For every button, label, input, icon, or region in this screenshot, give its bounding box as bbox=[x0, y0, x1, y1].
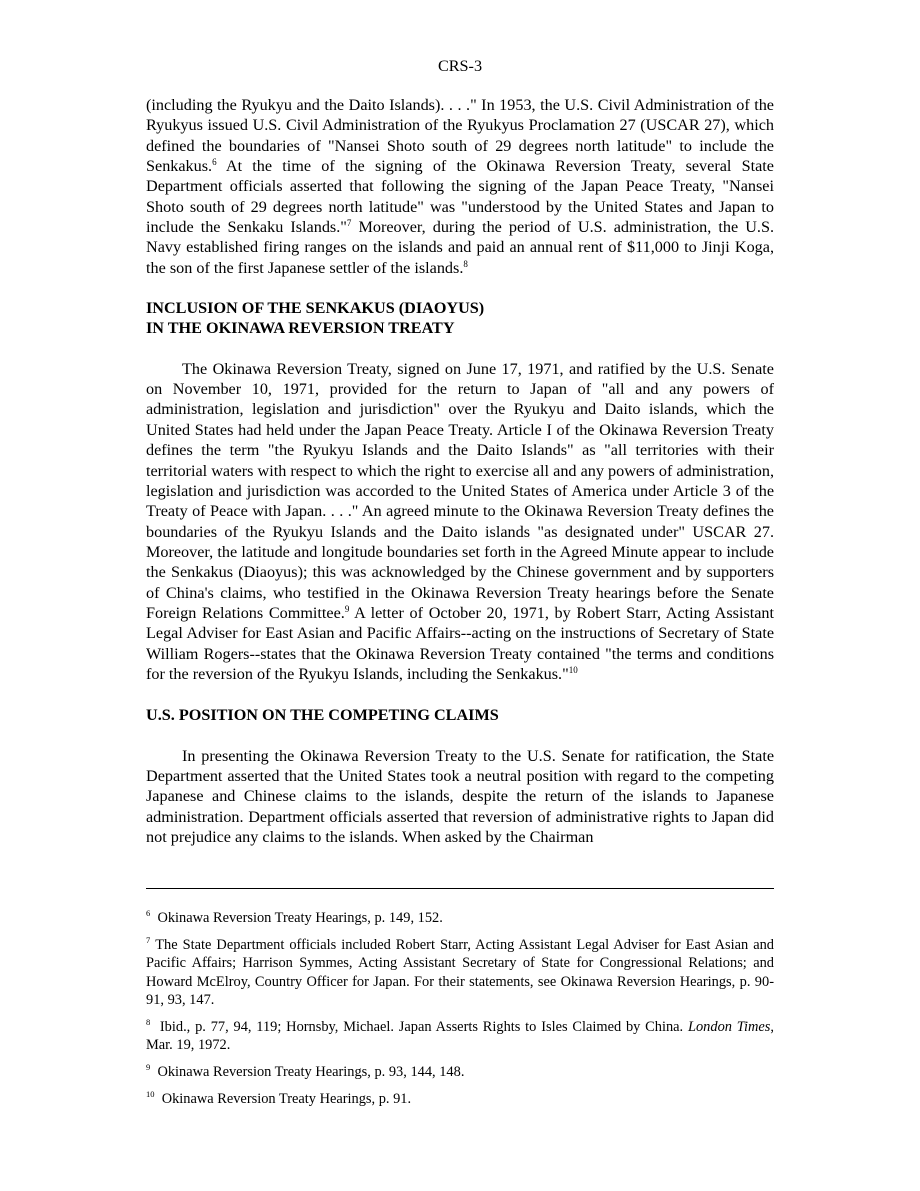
heading-line-2: IN THE OKINAWA REVERSION TREATY bbox=[146, 319, 455, 338]
footnote-text: The State Department officials included Robert Starr, Acting Assistant Legal Adviser for East Asian and Pacific Affairs; Harrison Symmes, Acting Assistant Secretary of State for Congressional Relations; and Howard McElroy, Country Officer for Japan. For their statements, see Okinawa Reversion Hearings, p. 90-91, 93, 147. bbox=[146, 936, 774, 1009]
footnote-ref-10[interactable]: 10 bbox=[568, 664, 578, 675]
footnote-9 bbox=[146, 1063, 774, 1081]
paragraph-reversion-treaty bbox=[146, 359, 774, 685]
spacer bbox=[146, 684, 774, 705]
footnote-text: Okinawa Reversion Treaty Hearings, p. 91. bbox=[161, 1091, 412, 1108]
heading-line-1: INCLUSION OF THE SENKAKUS (DIAOYUS) bbox=[146, 299, 485, 318]
footnote-10 bbox=[146, 1090, 774, 1108]
section-heading-us-position: U.S. POSITION ON THE COMPETING CLAIMS bbox=[146, 706, 499, 725]
paragraph-neutral-position bbox=[146, 746, 774, 848]
footnote-ref-8[interactable]: 8 bbox=[463, 258, 468, 269]
publication-title: London Times bbox=[687, 1019, 771, 1036]
footnote-ref-6[interactable]: 6 bbox=[212, 157, 217, 168]
footnote-ref-7[interactable]: 7 bbox=[346, 218, 352, 229]
footnote-8 bbox=[146, 1018, 774, 1055]
paragraph-text: A letter of October 20, 1971, by Robert Starr, Acting Assistant Legal Adviser for East Asian and Pacific Affairs--acting on the instructions of Secretary of State William Rogers--states that the Okinawa Reversion Treaty contained "the terms and conditions for the reversion of the Ryukyu Islands, including the Senkakus." bbox=[146, 603, 775, 683]
footnote-text: Okinawa Reversion Treaty Hearings, p. 149, 152. bbox=[157, 910, 443, 926]
footnote-divider bbox=[146, 888, 774, 889]
footnote-text: Okinawa Reversion Treaty Hearings, p. 93, 144, 148. bbox=[157, 1064, 465, 1081]
footnote-number: 8 bbox=[146, 1017, 151, 1028]
footnote-6 bbox=[146, 909, 774, 927]
footnote-number: 6 bbox=[146, 908, 151, 918]
footnote-number: 10 bbox=[146, 1089, 155, 1100]
footnotes bbox=[146, 909, 774, 1117]
paragraph-text: In presenting the Okinawa Reversion Treaty to the U.S. Senate for ratification, the State Department asserted that the United States took a neutral position with regard to the competing Japanese and Chinese claims to the islands, despite the return of the islands to Japanese administration. Department officials asserted that reversion of administrative rights to Japan did not prejudice any claims to the islands. When asked by the Chairman bbox=[146, 746, 774, 846]
footnote-ref-9[interactable]: 9 bbox=[344, 603, 350, 614]
footnote-7 bbox=[146, 936, 774, 1010]
spacer bbox=[146, 278, 774, 298]
paragraph-text: At the time of the signing of the Okinawa Reversion Treaty, several State Department officials asserted that following the signing of the Japan Peace Treaty, "Nansei Shoto south of 29 degrees north latitude" was "understood by the United States and Japan to include the Senkaku Islands." bbox=[146, 157, 774, 237]
paragraph-text: Moreover, during the period of U.S. administration, the U.S. Navy established firing ranges on the islands and paid an annual rent of $11,000 to Jinji Koga, the son of the first Japanese settler of the islands. bbox=[146, 218, 774, 277]
section-heading-inclusion bbox=[146, 298, 774, 339]
paragraph-text: The Okinawa Reversion Treaty, signed on June 17, 1971, and ratified by the U.S. Senate on November 10, 1971, provided for the return to Japan of "all and any powers of administration, legislation and jurisdiction" over the Ryukyu and Daito islands, which the United States had held under the Japan Peace Treaty. Article I of the Okinawa Reversion Treaty defines the term "the Ryukyu Islands and the Daito Islands" as "all territories with their territorial waters with respect to which the right to exercise all and any powers of administration, legislation and jurisdiction was accorded to the United States of America under Article 3 of the Treaty of Peace with Japan. . . ." An agreed minute to the Okinawa Reversion Treaty defines the boundaries of the Ryukyu Islands and the Daito islands "as designated under" USCAR 27. Moreover, the latitude and longitude boundaries set forth in the Agreed Minute appear to include the Senkakus (Diaoyus); this was acknowledged by the Chinese government and by supporters of China's claims, who testified in the Okinawa Reversion Treaty hearings before the Senate Foreign Relations Committee. bbox=[146, 359, 774, 622]
footnote-text: Ibid., p. 77, 94, 119; Hornsby, Michael. Japan Asserts Rights to Isles Claimed by China. bbox=[159, 1019, 684, 1036]
spacer bbox=[146, 339, 774, 359]
page-header bbox=[146, 56, 774, 76]
spacer bbox=[146, 726, 774, 746]
page-number-label: CRS-3 bbox=[437, 57, 483, 75]
main-text bbox=[146, 95, 774, 847]
paragraph-uscar-27 bbox=[146, 95, 774, 278]
footnote-number: 9 bbox=[146, 1062, 151, 1073]
footnote-text-tail: , Mar. 19, 1972. bbox=[146, 1019, 774, 1054]
paragraph-text: (including the Ryukyu and the Daito Islands). . . ." In 1953, the U.S. Civil Administration of the Ryukyus issued U.S. Civil Administration of the Ryukyus Proclamation 27 (USCAR 27), which defined the boundaries of "Nansei Shoto south of 29 degrees north latitude" to include the Senkakus. bbox=[146, 96, 774, 176]
footnote-number: 7 bbox=[146, 934, 151, 945]
